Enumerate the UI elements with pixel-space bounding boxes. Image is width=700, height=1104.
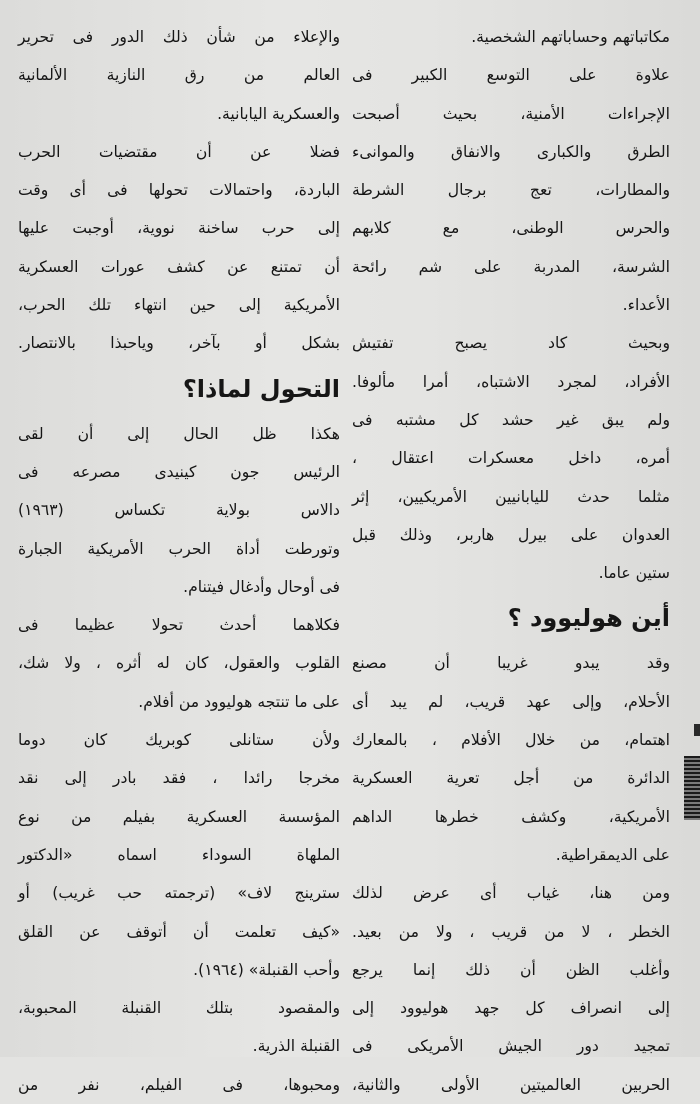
text-line: الحربين العالميتين الأولى والثانية، bbox=[352, 1075, 670, 1094]
text-line: القلوب والعقول، كان له أثره ، ولا شك، bbox=[18, 654, 340, 673]
text-line: القنبلة الذرية. bbox=[252, 1037, 340, 1056]
text-line: وتورطت أداة الحرب الأمريكية الجبارة bbox=[18, 539, 340, 558]
paragraph bbox=[18, 989, 340, 1066]
paragraph bbox=[18, 133, 340, 363]
text-line: الأعداء. bbox=[622, 296, 670, 315]
text-line: «كيف تعلمت أن أتوقف عن القلق bbox=[18, 922, 340, 941]
paragraph bbox=[352, 401, 670, 592]
left-column bbox=[18, 18, 340, 1094]
text-line: إلى انصراف كل جهد هوليوود إلى bbox=[352, 999, 670, 1018]
text-line: الأمريكية، وكشف خطرها الداهم bbox=[352, 807, 670, 826]
text-line: والمقصود بتلك القنبلة المحبوبة، bbox=[18, 999, 340, 1018]
text-line: مثلما حدث لليابانيين الأمريكيين، إثر bbox=[352, 487, 670, 506]
paragraph bbox=[352, 951, 670, 1104]
paragraph bbox=[352, 324, 670, 401]
text-line: سترينج لاف» (ترجمته حب غريب) أو bbox=[18, 884, 340, 903]
text-line: فضلا عن أن مقتضيات الحرب bbox=[18, 142, 340, 161]
page-edge-marker bbox=[684, 756, 700, 820]
text-line: تمجيد دور الجيش الأمريكى فى bbox=[352, 1037, 670, 1056]
text-line: الشرسة، المدربة على شم رائحة bbox=[352, 257, 670, 276]
text-line: العالم من رق النازية الألمانية bbox=[18, 66, 340, 85]
text-line: مكاتباتهم وحساباتهم الشخصية. bbox=[471, 28, 670, 46]
text-line: وأغلب الظن أن ذلك إنما يرجع bbox=[352, 960, 670, 979]
text-line: الطرق والكبارى والانفاق والموانىء bbox=[352, 142, 670, 161]
text-line: ولأن ستانلى كوبريك كان دوما bbox=[18, 731, 340, 750]
section-heading: أين هوليوود ؟ bbox=[507, 604, 670, 633]
paragraph bbox=[352, 644, 670, 874]
text-line: بشكل أو بآخر، وياحبذا بالانتصار. bbox=[18, 334, 340, 353]
text-line: المؤسسة العسكرية بفيلم من نوع bbox=[18, 807, 340, 826]
paragraph bbox=[18, 18, 340, 133]
paragraph bbox=[352, 56, 670, 324]
section-heading: التحول لماذا؟ bbox=[182, 374, 340, 403]
text-line: وأحب القنبلة» (١٩٦٤). bbox=[193, 960, 340, 979]
text-line: الباردة، واحتمالات تحولها فى أى وقت bbox=[18, 181, 340, 200]
text-line: ولم يبق غير حشد كل مشتبه فى bbox=[352, 410, 670, 429]
text-line: الأحلام، وإلى عهد قريب، لم يبد أى bbox=[352, 692, 670, 711]
right-column bbox=[352, 18, 670, 1094]
text-line: إلى حرب ساخنة نووية، أوجبت عليها bbox=[18, 219, 340, 238]
text-line: ستين عاما. bbox=[598, 564, 670, 583]
text-line: وقد يبدو غريبا أن مصنع bbox=[352, 654, 670, 673]
text-line: أن تمتنع عن كشف عورات العسكرية bbox=[18, 257, 340, 276]
text-line: الإجراءات الأمنية، بحيث أصبحت bbox=[352, 104, 670, 123]
text-line: الملهاة السوداء اسماه «الدكتور bbox=[18, 845, 340, 864]
text-line: ومحبوها، فى الفيلم، نفر من bbox=[18, 1075, 340, 1094]
text-line: العدوان على بيرل هاربر، وذلك قبل bbox=[352, 525, 670, 544]
text-line: مخرجا رائدا ، فقد بادر إلى نقد bbox=[18, 769, 340, 788]
text-line: والعسكرية اليابانية. bbox=[217, 104, 340, 123]
text-line: هكذا ظل الحال إلى أن لقى bbox=[18, 424, 340, 443]
paragraph bbox=[18, 415, 340, 606]
text-line: فى أوحال وأدغال فيتنام. bbox=[183, 577, 340, 596]
text-line: الرئيس جون كينيدى مصرعه فى bbox=[18, 462, 340, 481]
text-line: الأفراد، لمجرد الاشتباه، أمرا مألوفا. bbox=[352, 372, 670, 391]
paragraph bbox=[18, 1066, 340, 1104]
text-line: وبحيث كاد يصبح تفتيش bbox=[352, 334, 670, 353]
paragraph bbox=[18, 721, 340, 989]
text-line: علاوة على التوسع الكبير فى bbox=[352, 66, 670, 85]
page-edge-tick bbox=[694, 724, 700, 736]
text-line: ومن هنا، غياب أى عرض لذلك bbox=[352, 884, 670, 903]
text-line: والإعلاء من شأن ذلك الدور فى تحرير bbox=[18, 28, 340, 46]
paragraph bbox=[352, 874, 670, 951]
text-line: والمطارات، تعج برجال الشرطة bbox=[352, 181, 670, 200]
text-line: اهتمام، من خلال الأفلام ، بالمعارك bbox=[352, 731, 670, 750]
text-line: الخطر ، لا من قريب ، ولا من بعيد. bbox=[352, 922, 670, 941]
text-line: الأمريكية إلى حين انتهاء تلك الحرب، bbox=[18, 296, 340, 315]
text-line: على الديمقراطية. bbox=[555, 845, 670, 864]
text-line: الدائرة من أجل تعرية العسكرية bbox=[352, 769, 670, 788]
paragraph bbox=[352, 18, 670, 56]
text-line: دالاس بولاية تكساس (١٩٦٣) bbox=[18, 501, 340, 520]
text-line: فكلاهما أحدث تحولا عظيما فى bbox=[18, 616, 340, 635]
paragraph bbox=[18, 606, 340, 721]
text-line: والحرس الوطنى، مع كلابهم bbox=[352, 219, 670, 238]
text-line: على ما تنتجه هوليوود من أفلام. bbox=[138, 692, 340, 711]
text-line: أمره، داخل معسكرات اعتقال ، bbox=[352, 449, 670, 468]
